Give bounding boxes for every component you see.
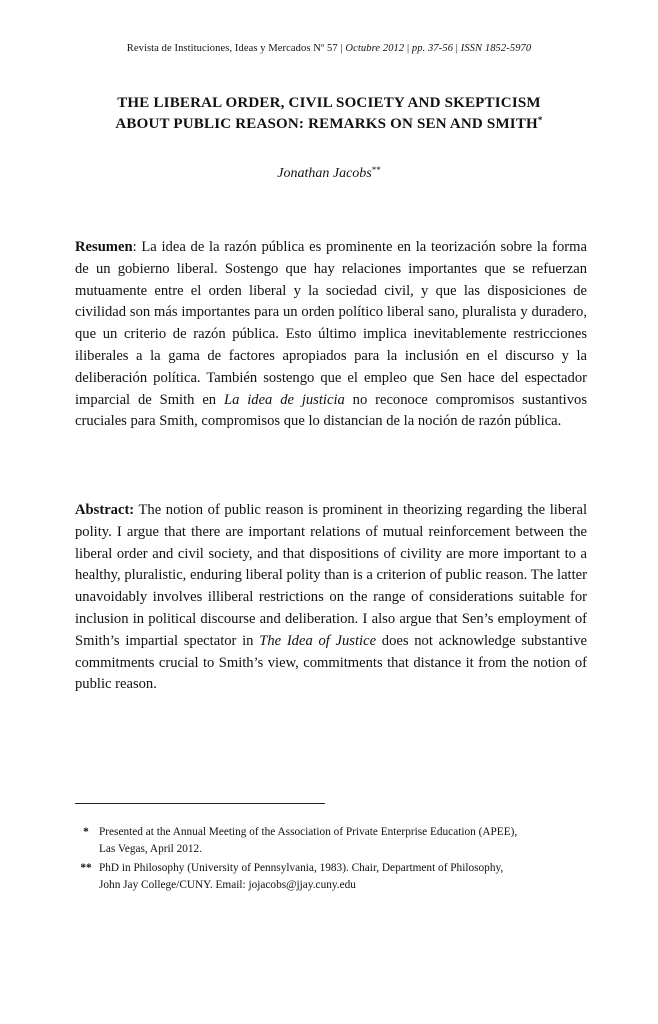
journal-name: Revista de Instituciones, Ideas y Mercados Nº 57 [126, 43, 338, 54]
author-line [0, 166, 658, 182]
title-line-2 [60, 114, 598, 136]
title-line-2-text: ABOUT PUBLIC REASON: REMARKS ON SEN AND SMITH [115, 116, 538, 132]
footnote-divider [75, 803, 325, 804]
resumen-text-1: : La idea de la razón pública es prominente en la teorización sobre la forma de un gobierno liberal. Sostengo que hay relaciones importantes que se refuerzan mutuamente entre el orden liberal y la sociedad civil, y que las disposiciones de civilidad son más importantes para un orden político liberal sano, pluralista y duradero, que un criterio de razón pública. Esto último implica inevitablemente restricciones iliberales a la gama de factores apropiados para la inclusión en el discurso y la deliberación política. También sostengo que el empleo que Sen hace del espectador imparcial de Smith en [75, 239, 587, 408]
footnote-mark: * [83, 826, 89, 838]
running-header [0, 43, 658, 54]
footnote-line: PhD in Philosophy (University of Pennsylvania, 1983). Chair, Department of Philosophy, [99, 862, 504, 874]
author-name: Jonathan Jacobs [277, 166, 372, 181]
footnote-mark: ** [80, 862, 92, 874]
resumen-book-title: La idea de justicia [223, 391, 345, 408]
page-range: pp. 37-56 [411, 43, 454, 54]
footnote-line: Las Vegas, April 2012. [99, 842, 203, 855]
abstract-text-2: does not acknowledge substantive commitments crucial to Smith’s view, commitments that distance it from the notion of public reason. [75, 632, 587, 693]
abstract-label: Abstract: [75, 502, 135, 518]
footnote-line: Presented at the Annual Meeting of the Association of Private Enterprise Education (APEE), [99, 826, 518, 838]
resumen-label: Resumen [75, 239, 133, 255]
title-line-1: THE LIBERAL ORDER, CIVIL SOCIETY AND SKEPTICISM [117, 95, 541, 111]
resumen-paragraph [75, 237, 587, 433]
header-separator: | [337, 43, 346, 54]
footnote [75, 824, 587, 857]
title-footnote-mark: * [537, 115, 543, 125]
abstract-book-title: The Idea of Justice [259, 632, 377, 649]
issn: ISSN 1852-5970 [460, 43, 532, 54]
author-footnote-mark: ** [371, 165, 381, 175]
resumen-text-2: no reconoce compromisos sustantivos cruciales para Smith, compromisos que lo distancian de la noción de razón pública. [75, 391, 587, 430]
abstract-paragraph [75, 500, 587, 696]
article-title [60, 93, 598, 136]
issue-date: Octubre 2012 [345, 43, 405, 54]
header-separator: | [453, 43, 461, 54]
abstract-text-1: The notion of public reason is prominent in theorizing regarding the liberal polity. I argue that there are important relations of mutual reinforcement between the liberal order and civil society, and that dispositions of civility are more important to a healthy, pluralistic, enduring liberal polity than is a criterion of public reason. The latter unavoidably involves illiberal restrictions on the range of considerations suitable for inclusion in political discourse and deliberation. I also argue that Sen’s employment of Smith’s impartial spectator in [75, 502, 587, 649]
footnotes [75, 824, 587, 896]
header-separator: | [404, 43, 412, 54]
footnote [75, 860, 587, 893]
footnote-line: John Jay College/CUNY. Email: jojacobs@jjay.cuny.edu [99, 878, 356, 891]
